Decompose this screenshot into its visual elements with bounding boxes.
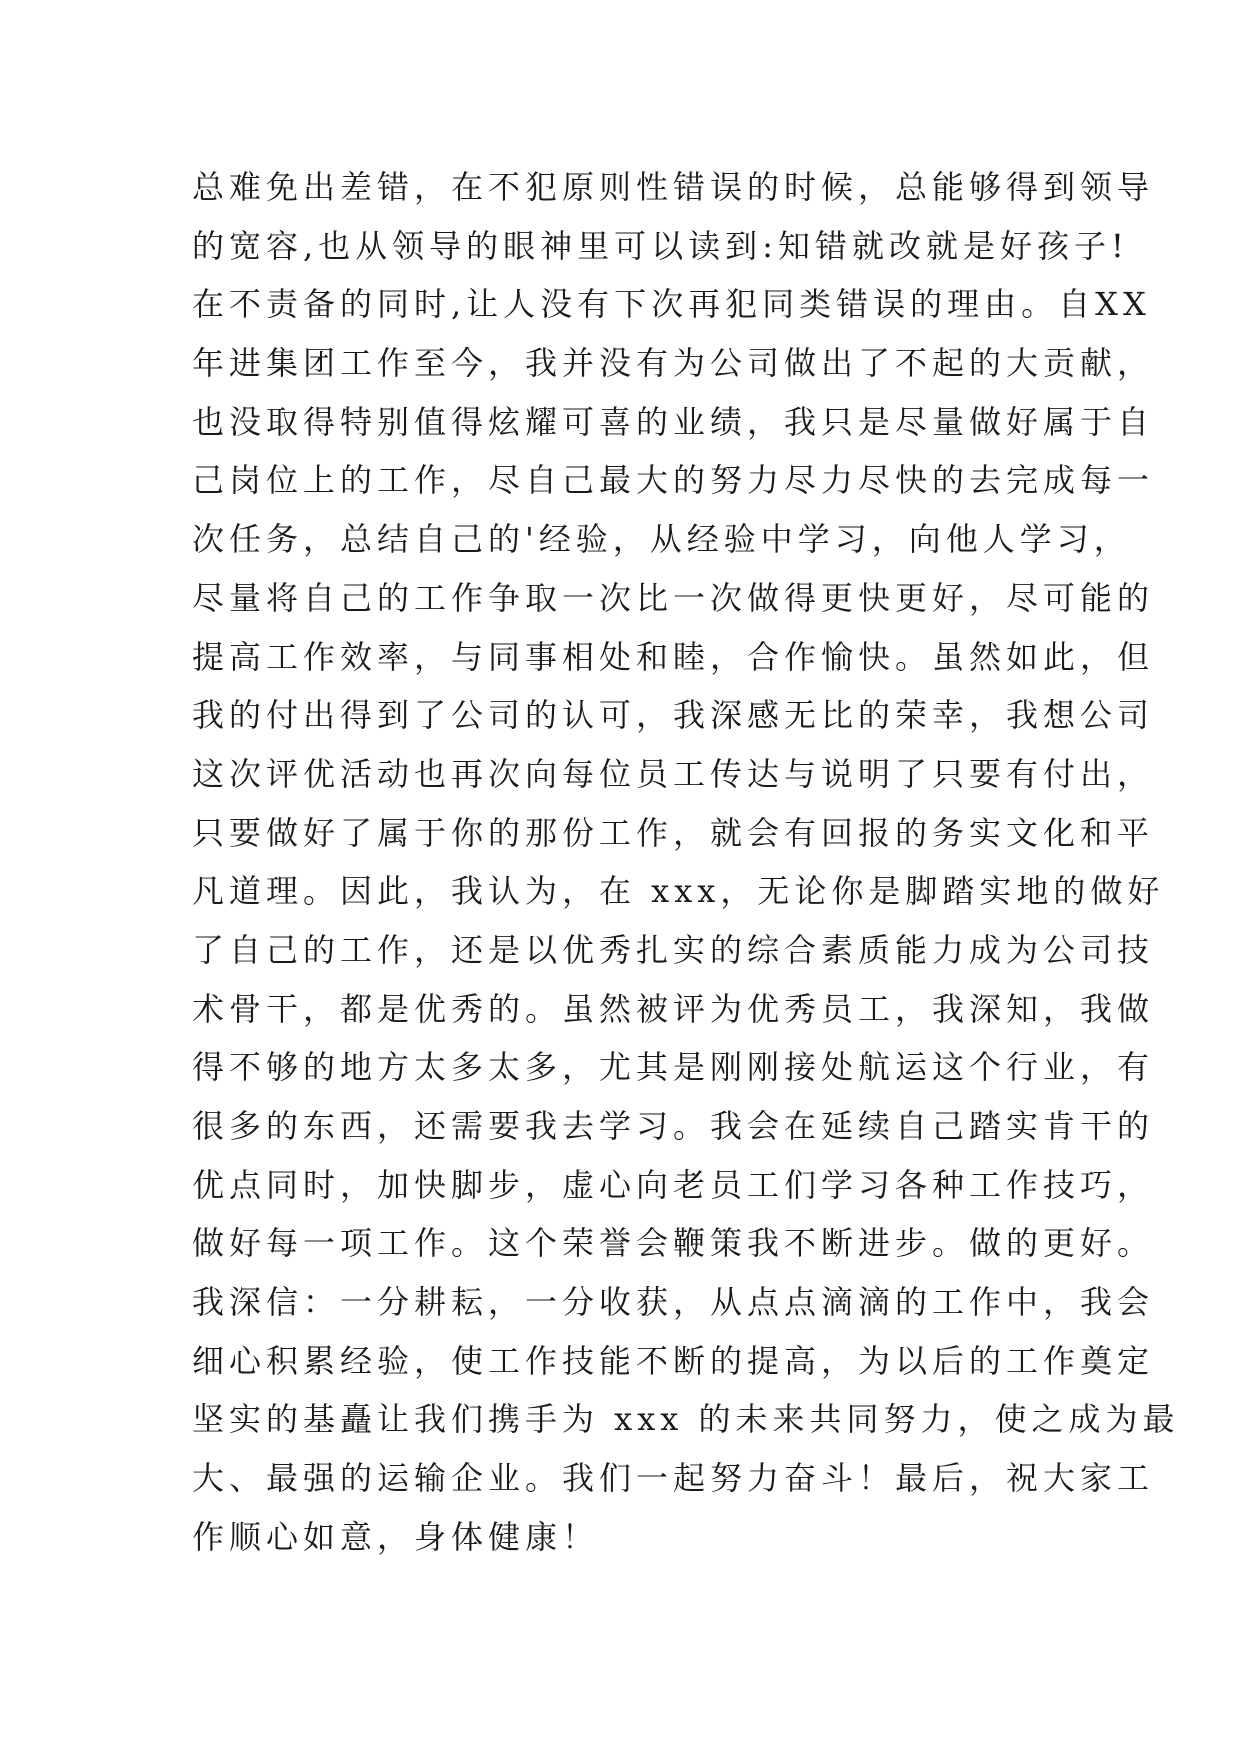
text-line: 我的付出得到了公司的认可，我深感无比的荣幸，我想公司 [192,696,1155,735]
text-line: 做好每一项工作。这个荣誉会鞭策我不断进步。做的更好。 [192,1224,1155,1263]
text-line: 凡道理。因此，我认为，在 xxx，无论你是脚踏实地的做好 [192,872,1165,911]
text-line: 年进集团工作至今，我并没有为公司做出了不起的大贡献， [192,344,1155,383]
text-line: 尽量将自己的工作争取一次比一次做得更快更好，尽可能的 [192,578,1155,617]
text-line: 大、最强的运输企业。我们一起努力奋斗！最后，祝大家工 [192,1459,1155,1498]
text-line: 坚实的基矗让我们携手为 xxx 的未来共同努力，使之成为最 [192,1400,1180,1439]
text-line: 次任务，总结自己的'经验，从经验中学习，向他人学习， [192,520,1131,559]
text-line: 总难免出差错，在不犯原则性错误的时候，总能够得到领导 [192,168,1155,206]
text-line: 优点同时，加快脚步，虚心向老员工们学习各种工作技巧， [192,1165,1155,1204]
text-line: 得不够的地方太多太多，尤其是刚刚接处航运这个行业，有 [192,1048,1155,1087]
text-line: 这次评优活动也再次向每位员工传达与说明了只要有付出， [192,754,1155,793]
text-line: 也没取得特别值得炫耀可喜的业绩，我只是尽量做好属于自 [192,402,1155,441]
text-line: 己岗位上的工作，尽自己最大的努力尽力尽快的去完成每一 [192,461,1155,500]
text-line: 细心积累经验，使工作技能不断的提高，为以后的工作奠定 [192,1341,1155,1380]
text-line: 很多的东西，还需要我去学习。我会在延续自己踏实肯干的 [192,1107,1155,1145]
text-line: 了自己的工作，还是以优秀扎实的综合素质能力成为公司技 [192,930,1155,969]
text-line: 作顺心如意，身体健康！ [192,1517,600,1556]
text-line: 我深信：一分耕耘，一分收获，从点点滴滴的工作中，我会 [192,1283,1155,1322]
text-line: 术骨干，都是优秀的。虽然被评为优秀员工，我深知，我做 [192,989,1155,1028]
body-text [192,158,1180,1567]
text-line: 在不责备的同时,让人没有下次再犯同类错误的理由。自XX [192,285,1151,324]
text-line: 只要做好了属于你的那份工作，就会有回报的务实文化和平 [192,813,1155,852]
text-line: 提高工作效率，与同事相处和睦，合作愉快。虽然如此，但 [192,637,1155,676]
text-line: 的宽容,也从领导的眼神里可以读到:知错就改就是好孩子! [192,226,1129,265]
